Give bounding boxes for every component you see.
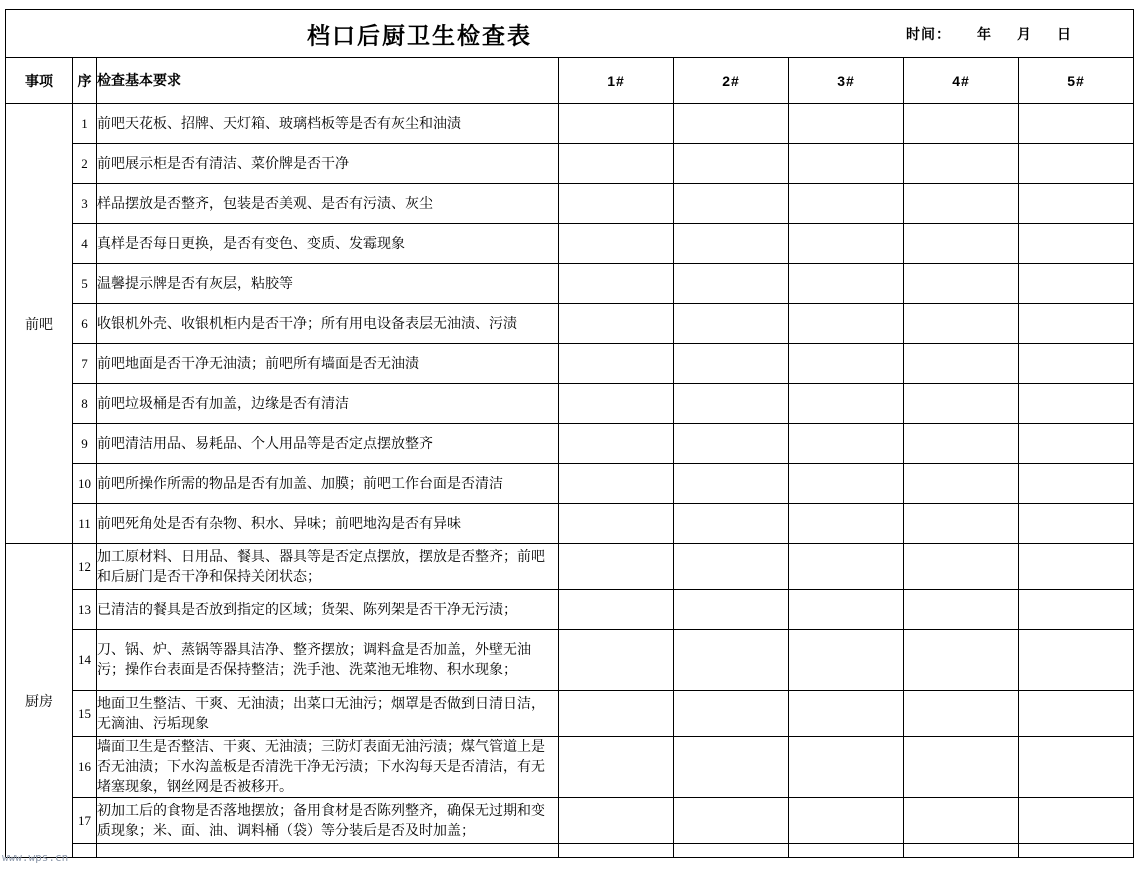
mark-cell-stall-4[interactable] <box>904 691 1019 737</box>
row-description: 前吧地面是否干净无油渍；前吧所有墙面是否无油渍 <box>97 344 559 384</box>
mark-cell-stall-3[interactable] <box>789 630 904 691</box>
mark-cell-stall-2[interactable] <box>674 590 789 630</box>
mark-cell-stall-5[interactable] <box>1019 844 1134 858</box>
mark-cell-stall-4[interactable] <box>904 630 1019 691</box>
mark-cell-stall-2[interactable] <box>674 344 789 384</box>
mark-cell-stall-4[interactable] <box>904 344 1019 384</box>
table-row <box>6 304 1134 344</box>
table-row <box>6 590 1134 630</box>
mark-cell-stall-4[interactable] <box>904 544 1019 590</box>
mark-cell-stall-3[interactable] <box>789 464 904 504</box>
mark-cell-stall-5[interactable] <box>1019 264 1134 304</box>
mark-cell-stall-1[interactable] <box>559 184 674 224</box>
row-description: 墙面卫生是否整洁、干爽、无油渍；三防灯表面无油污渍；煤气管道上是否无油渍；下水沟盖板是否清洗干净无污渍；下水沟每天是否清洁，有无堵塞现象，钢丝网是否被移开。 <box>97 737 559 798</box>
row-sequence: 17 <box>73 798 97 844</box>
row-sequence: 12 <box>73 544 97 590</box>
mark-cell-stall-1[interactable] <box>559 464 674 504</box>
row-sequence: 10 <box>73 464 97 504</box>
mark-cell-stall-3[interactable] <box>789 691 904 737</box>
mark-cell-stall-2[interactable] <box>674 544 789 590</box>
row-sequence: 13 <box>73 590 97 630</box>
row-description: 前吧清洁用品、易耗品、个人用品等是否定点摆放整齐 <box>97 424 559 464</box>
mark-cell-stall-1[interactable] <box>559 384 674 424</box>
mark-cell-stall-1[interactable] <box>559 104 674 144</box>
mark-cell-stall-4[interactable] <box>904 424 1019 464</box>
table-row <box>6 630 1134 691</box>
date-field-group <box>906 24 1071 44</box>
mark-cell-stall-3[interactable] <box>789 384 904 424</box>
mark-cell-stall-4[interactable] <box>904 464 1019 504</box>
mark-cell-stall-1[interactable] <box>559 844 674 858</box>
mark-cell-stall-2[interactable] <box>674 224 789 264</box>
mark-cell-stall-4[interactable] <box>904 384 1019 424</box>
mark-cell-stall-3[interactable] <box>789 184 904 224</box>
row-description: 真样是否每日更换，是否有变色、变质、发霉现象 <box>97 224 559 264</box>
category-cell-chufang: 厨房 <box>6 544 73 858</box>
mark-cell-stall-5[interactable] <box>1019 304 1134 344</box>
mark-cell-stall-1[interactable] <box>559 264 674 304</box>
mark-cell-stall-4[interactable] <box>904 737 1019 798</box>
mark-cell-stall-3[interactable] <box>789 798 904 844</box>
row-description: 样品摆放是否整齐，包装是否美观、是否有污渍、灰尘 <box>97 184 559 224</box>
table-row <box>6 737 1134 798</box>
mark-cell-stall-2[interactable] <box>674 504 789 544</box>
mark-cell-stall-5[interactable] <box>1019 104 1134 144</box>
table-row <box>6 344 1134 384</box>
row-sequence: 9 <box>73 424 97 464</box>
title-inner <box>6 11 1133 57</box>
row-sequence: 15 <box>73 691 97 737</box>
mark-cell-stall-3[interactable] <box>789 590 904 630</box>
mark-cell-stall-3[interactable] <box>789 304 904 344</box>
mark-cell-stall-2[interactable] <box>674 464 789 504</box>
table-row <box>6 224 1134 264</box>
mark-cell-stall-2[interactable] <box>674 304 789 344</box>
mark-cell-stall-4[interactable] <box>904 104 1019 144</box>
row-sequence: 4 <box>73 224 97 264</box>
table-row <box>6 264 1134 304</box>
row-description: 收银机外壳、收银机柜内是否干净；所有用电设备表层无油渍、污渍 <box>97 304 559 344</box>
mark-cell-stall-3[interactable] <box>789 264 904 304</box>
mark-cell-stall-5[interactable] <box>1019 384 1134 424</box>
row-description: 前吧垃圾桶是否有加盖，边缘是否有清洁 <box>97 384 559 424</box>
mark-cell-stall-5[interactable] <box>1019 691 1134 737</box>
header-sequence: 序 <box>73 58 97 104</box>
table-row <box>6 104 1134 144</box>
mark-cell-stall-1[interactable] <box>559 144 674 184</box>
mark-cell-stall-3[interactable] <box>789 737 904 798</box>
title-row <box>6 10 1134 58</box>
mark-cell-stall-4[interactable] <box>904 224 1019 264</box>
mark-cell-stall-1[interactable] <box>559 424 674 464</box>
mark-cell-stall-1[interactable] <box>559 590 674 630</box>
mark-cell-stall-4[interactable] <box>904 264 1019 304</box>
row-description: 前吧天花板、招牌、天灯箱、玻璃档板等是否有灰尘和油渍 <box>97 104 559 144</box>
mark-cell-stall-2[interactable] <box>674 630 789 691</box>
date-label: 时间： <box>906 25 951 42</box>
mark-cell-stall-3[interactable] <box>789 844 904 858</box>
title-cell <box>6 10 1134 58</box>
header-category: 事项 <box>6 58 73 104</box>
table-row <box>6 504 1134 544</box>
category-cell-qianba: 前吧 <box>6 104 73 544</box>
mark-cell-stall-1[interactable] <box>559 737 674 798</box>
mark-cell-stall-3[interactable] <box>789 104 904 144</box>
mark-cell-stall-5[interactable] <box>1019 424 1134 464</box>
mark-cell-stall-3[interactable] <box>789 424 904 464</box>
row-sequence: 7 <box>73 344 97 384</box>
mark-cell-stall-3[interactable] <box>789 544 904 590</box>
row-sequence: 5 <box>73 264 97 304</box>
row-sequence: 8 <box>73 384 97 424</box>
mark-cell-stall-5[interactable] <box>1019 590 1134 630</box>
header-description: 检查基本要求 <box>97 58 559 104</box>
mark-cell-stall-5[interactable] <box>1019 737 1134 798</box>
mark-cell-stall-5[interactable] <box>1019 344 1134 384</box>
table-row <box>6 798 1134 844</box>
table-row <box>6 184 1134 224</box>
wps-watermark: www.wps.cn <box>2 851 69 864</box>
mark-cell-stall-4[interactable] <box>904 798 1019 844</box>
table-row <box>6 464 1134 504</box>
header-stall-2: 2# <box>674 58 789 104</box>
mark-cell-stall-4[interactable] <box>904 184 1019 224</box>
mark-cell-stall-1[interactable] <box>559 224 674 264</box>
mark-cell-stall-2[interactable] <box>674 144 789 184</box>
header-stall-3: 3# <box>789 58 904 104</box>
date-unit-year: 年 <box>977 25 991 42</box>
row-description: 初加工后的食物是否落地摆放；备用食材是否陈列整齐，确保无过期和变质现象；米、面、油、调料桶（袋）等分装后是否及时加盖； <box>97 798 559 844</box>
table-row <box>6 691 1134 737</box>
page-title: 档口后厨卫生检查表 <box>307 23 532 48</box>
mark-cell-stall-2[interactable] <box>674 798 789 844</box>
row-sequence: 1 <box>73 104 97 144</box>
row-description: 已清洁的餐具是否放到指定的区域；货架、陈列架是否干净无污渍； <box>97 590 559 630</box>
row-description: 前吧所操作所需的物品是否有加盖、加膜；前吧工作台面是否清洁 <box>97 464 559 504</box>
mark-cell-stall-2[interactable] <box>674 737 789 798</box>
row-description: 温馨提示牌是否有灰层，粘胶等 <box>97 264 559 304</box>
mark-cell-stall-5[interactable] <box>1019 224 1134 264</box>
mark-cell-stall-5[interactable] <box>1019 144 1134 184</box>
table-row <box>6 424 1134 464</box>
row-sequence <box>73 844 97 858</box>
row-description: 刀、锅、炉、蒸锅等器具洁净、整齐摆放；调料盒是否加盖，外壁无油污；操作台表面是否保持整洁；洗手池、洗菜池无堆物、积水现象； <box>97 630 559 691</box>
table-row <box>6 544 1134 590</box>
mark-cell-stall-3[interactable] <box>789 224 904 264</box>
row-description: 地面卫生整洁、干爽、无油渍；出菜口无油污；烟罩是否做到日清日洁，无滴油、污垢现象 <box>97 691 559 737</box>
mark-cell-stall-5[interactable] <box>1019 630 1134 691</box>
mark-cell-stall-1[interactable] <box>559 544 674 590</box>
mark-cell-stall-5[interactable] <box>1019 504 1134 544</box>
mark-cell-stall-2[interactable] <box>674 184 789 224</box>
mark-cell-stall-2[interactable] <box>674 424 789 464</box>
header-stall-4: 4# <box>904 58 1019 104</box>
mark-cell-stall-3[interactable] <box>789 144 904 184</box>
mark-cell-stall-2[interactable] <box>674 104 789 144</box>
date-unit-month: 月 <box>1017 25 1031 42</box>
mark-cell-stall-4[interactable] <box>904 504 1019 544</box>
mark-cell-stall-1[interactable] <box>559 691 674 737</box>
mark-cell-stall-3[interactable] <box>789 344 904 384</box>
mark-cell-stall-2[interactable] <box>674 691 789 737</box>
mark-cell-stall-4[interactable] <box>904 590 1019 630</box>
mark-cell-stall-1[interactable] <box>559 304 674 344</box>
header-stall-1: 1# <box>559 58 674 104</box>
row-description: 前吧死角处是否有杂物、积水、异味；前吧地沟是否有异味 <box>97 504 559 544</box>
row-description: 前吧展示柜是否有清洁、菜价牌是否干净 <box>97 144 559 184</box>
mark-cell-stall-3[interactable] <box>789 504 904 544</box>
mark-cell-stall-4[interactable] <box>904 844 1019 858</box>
row-sequence: 11 <box>73 504 97 544</box>
row-sequence: 6 <box>73 304 97 344</box>
mark-cell-stall-1[interactable] <box>559 344 674 384</box>
row-sequence: 16 <box>73 737 97 798</box>
mark-cell-stall-1[interactable] <box>559 504 674 544</box>
mark-cell-stall-5[interactable] <box>1019 798 1134 844</box>
row-description: 加工原材料、日用品、餐具、器具等是否定点摆放，摆放是否整齐；前吧和后厨门是否干净和保持关闭状态； <box>97 544 559 590</box>
mark-cell-stall-5[interactable] <box>1019 544 1134 590</box>
mark-cell-stall-5[interactable] <box>1019 464 1134 504</box>
row-description <box>97 844 559 858</box>
mark-cell-stall-4[interactable] <box>904 144 1019 184</box>
column-header-row <box>6 58 1134 104</box>
table-row <box>6 384 1134 424</box>
mark-cell-stall-2[interactable] <box>674 264 789 304</box>
row-sequence: 3 <box>73 184 97 224</box>
mark-cell-stall-1[interactable] <box>559 630 674 691</box>
mark-cell-stall-2[interactable] <box>674 844 789 858</box>
mark-cell-stall-2[interactable] <box>674 384 789 424</box>
table-row <box>6 144 1134 184</box>
table-row-truncated <box>6 844 1134 858</box>
header-stall-5: 5# <box>1019 58 1134 104</box>
mark-cell-stall-4[interactable] <box>904 304 1019 344</box>
row-sequence: 14 <box>73 630 97 691</box>
inspection-form-table <box>5 9 1134 858</box>
date-unit-day: 日 <box>1057 25 1071 42</box>
mark-cell-stall-1[interactable] <box>559 798 674 844</box>
row-sequence: 2 <box>73 144 97 184</box>
mark-cell-stall-5[interactable] <box>1019 184 1134 224</box>
